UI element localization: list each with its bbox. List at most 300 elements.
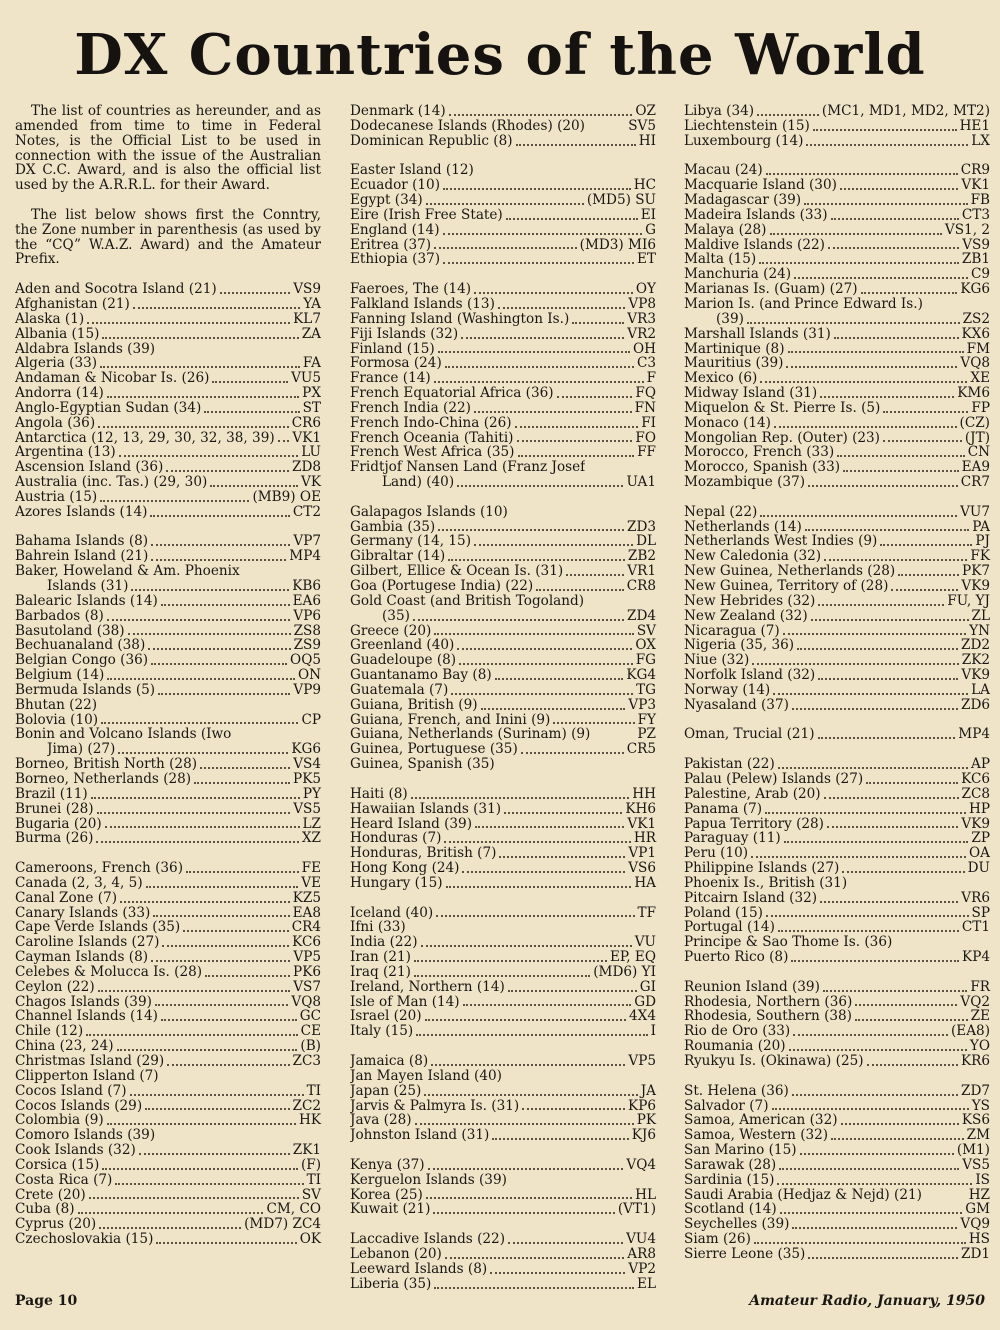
amateur-prefix: VR3 [627,310,656,327]
leader-dots [536,588,624,591]
country-name: Iraq (21) [350,964,411,980]
leader-dots [204,410,299,413]
leader-dots [504,811,622,814]
leader-dots [428,1167,624,1170]
leader-dots [158,352,318,353]
amateur-prefix: (JT) [964,429,990,446]
amateur-prefix: UA1 [626,474,656,491]
amateur-prefix: (MD6) YI [593,963,656,980]
country-name: Liechtenstein (15) [684,118,810,134]
amateur-prefix: EI [640,206,656,223]
leader-dots [434,380,644,383]
leader-dots [457,484,623,487]
country-entry [684,653,990,668]
leader-dots [492,1137,628,1140]
country-entry [684,772,990,787]
country-entry [684,1173,990,1188]
country-name: Czechoslovakia (15) [15,1232,154,1247]
section-gap [15,520,321,535]
country-entry [350,1202,656,1217]
country-name: Chile (12) [15,1024,84,1040]
country-name: Java (28) [350,1113,412,1129]
amateur-prefix: (VT1) [617,1201,656,1218]
country-name: Palestine, Arab (20) [684,786,821,802]
country-entry [15,817,321,832]
leader-dots [777,1182,972,1185]
country-entry [350,356,656,371]
country-name: Colombia (9) [15,1113,104,1129]
amateur-prefix: LZ [302,815,321,832]
section-gap [684,149,990,164]
amateur-prefix: ZC2 [292,1097,321,1114]
leader-dots [212,380,288,383]
country-entry [350,579,656,594]
amateur-prefix: YO [969,1038,990,1055]
leader-dots [818,677,958,680]
leader-dots [87,321,290,324]
leader-dots [792,1093,958,1096]
country-entry [350,965,656,980]
amateur-prefix: PA [972,518,990,535]
country-entry [15,727,321,757]
leader-dots [474,291,633,294]
country-entry [684,416,990,431]
leader-dots [751,855,966,858]
amateur-prefix: IS [975,1171,990,1188]
country-name: Netherlands (14) [684,519,802,535]
country-entry [684,119,990,134]
country-entry [15,416,321,431]
leader-dots [89,1196,299,1199]
amateur-prefix: PJ [975,533,990,550]
amateur-prefix: HE1 [959,117,990,134]
country-name: Costa Rica (7) [15,1172,113,1188]
country-entry [15,1202,321,1217]
amateur-prefix: PK7 [962,563,990,580]
country-entry [684,1009,990,1024]
column-3 [684,104,990,1262]
country-name: Caroline Islands (27) [15,935,160,951]
country-name: Leeward Islands (8) [350,1261,488,1277]
country-name: Dominican Republic (8) [350,133,513,149]
country-entry [684,668,990,683]
country-entry [684,297,990,327]
leader-dots [593,738,634,739]
country-name: Antarctica (12, 13, 29, 30, 32, 38, 39) [15,430,275,446]
leader-dots [880,543,972,546]
country-entry [15,831,321,846]
leader-dots [498,768,653,769]
country-entry [350,817,656,832]
country-entry [684,564,990,579]
country-entry [15,1188,321,1203]
country-entry [15,920,321,935]
leader-dots [145,1107,289,1110]
leader-dots [443,187,631,190]
leader-dots [778,929,959,932]
amateur-prefix: LA [971,681,990,698]
amateur-prefix: VK9 [961,578,990,594]
country-list-1 [15,282,321,1247]
country-name: Haiti (8) [350,786,408,802]
leader-dots [411,796,630,799]
country-entry [15,371,321,386]
leader-dots [490,1271,625,1274]
leader-dots [434,246,577,249]
country-entry [350,238,656,253]
amateur-prefix: PK [636,1112,656,1129]
country-name: Laccadive Islands (22) [350,1232,506,1247]
leader-dots [194,781,290,784]
leader-dots [820,395,954,398]
country-name: Formosa (24) [350,356,442,372]
country-name: Egypt (34) [350,193,423,208]
country-name: Macquarie Island (30) [684,178,837,194]
leader-dots [186,870,299,873]
amateur-prefix: KL7 [293,310,321,327]
amateur-prefix: OQ5 [290,652,321,669]
country-entry [350,668,656,683]
amateur-prefix: HI [638,132,656,149]
amateur-prefix: KH6 [625,800,656,817]
country-name: Malaya (28) [684,222,767,238]
country-entry [350,431,656,446]
country-entry [684,1113,990,1128]
amateur-prefix: ZK2 [961,652,990,669]
intro-paragraph-2: The list below shows first the Conntry, the Zone number in parenthesis (as used by the “CQ” W.A.Z. Award) and the Amateur Prefix. [15,206,321,268]
leader-dots [99,1226,241,1229]
leader-dots [774,425,957,428]
amateur-prefix: CT1 [961,919,990,936]
country-name: Morocco, Spanish (33) [684,460,841,476]
amateur-prefix: VP5 [628,1053,656,1069]
country-name: Hungary (15) [350,875,443,891]
leader-dots [415,1122,634,1125]
country-name: French Oceania (Tahiti) [350,430,514,446]
leader-dots [808,484,958,487]
amateur-prefix: VU4 [626,1231,656,1248]
leader-dots [91,796,300,799]
country-name: India (22) [350,935,418,951]
country-entry [350,223,656,238]
section-gap [684,713,990,728]
country-name: Chagos Islands (39) [15,994,152,1010]
amateur-prefix: VK9 [961,667,990,684]
amateur-prefix: SV [301,1186,321,1203]
country-name: Sierre Leone (35) [684,1246,806,1262]
country-name: Bermuda Islands (5) [15,682,156,698]
leader-dots [505,1080,653,1081]
country-entry [15,594,321,609]
leader-dots [155,1003,288,1006]
country-name: Crete (20) [15,1187,86,1203]
country-name: Liberia (35) [350,1276,432,1292]
country-name: Honduras, British (7) [350,846,497,862]
country-entry [684,920,990,935]
amateur-prefix: DU [967,860,990,877]
amateur-prefix: ZE [970,1008,990,1025]
country-entry [15,980,321,995]
amateur-prefix: C3 [636,355,656,372]
country-entry [350,727,656,742]
leader-dots [855,1018,968,1021]
leader-dots [506,217,638,220]
country-name: Marshall Islands (31) [684,326,831,342]
leader-dots [841,1122,959,1125]
country-name: Madagascar (39) [684,193,802,208]
amateur-prefix: VP5 [293,949,321,966]
leader-dots [754,1241,966,1244]
country-entry [684,802,990,817]
leader-dots [449,113,633,116]
country-entry [15,401,321,416]
amateur-prefix: ZD6 [961,696,990,713]
leader-dots [572,321,624,324]
country-entry [15,861,321,876]
country-name: Ifni (33) [350,920,406,936]
country-name: Comoro Islands (39) [15,1128,156,1144]
leader-dots [522,1107,625,1110]
country-entry [350,742,656,757]
country-name: Midway Island (31) [684,386,818,401]
amateur-prefix: VR2 [627,325,656,342]
amateur-prefix: C9 [970,266,990,283]
country-entry [684,757,990,772]
country-entry [350,757,656,772]
country-entry [350,134,656,149]
country-entry [15,327,321,342]
leader-dots [891,588,958,591]
amateur-prefix: VR1 [627,563,656,580]
country-entry [350,193,656,208]
country-entry [15,965,321,980]
leader-dots [426,202,584,205]
leader-dots [481,707,626,710]
amateur-prefix: VE [301,874,321,891]
leader-dots [824,558,967,561]
amateur-prefix: HZ [968,1186,990,1203]
leader-dots [813,128,957,131]
country-name: Easter Island (12) [350,163,474,179]
country-name: Cayman Islands (8) [15,950,149,965]
section-gap [350,267,656,282]
country-entry [350,371,656,386]
country-name-cont: Islands (31) [47,579,129,594]
country-entry [684,505,990,520]
country-entry [350,401,656,416]
country-name: Libya (34) [684,104,755,119]
amateur-prefix: ON [297,667,321,684]
amateur-prefix: VK1 [292,429,321,446]
amateur-prefix: VS7 [293,978,321,995]
amateur-prefix: FP [971,399,990,416]
country-entry [684,950,990,965]
page-number: Page 10 [15,1293,78,1309]
country-name: San Marino (15) [684,1143,797,1158]
country-entry [684,817,990,832]
country-entry [350,104,656,119]
leader-dots [100,709,318,710]
country-name: France (14) [350,371,431,387]
country-name: Papua Territory (28) [684,816,824,832]
country-name: Brunei (28) [15,801,94,817]
country-name: Argentina (13) [15,445,116,461]
country-entry [15,935,321,950]
country-entry [350,297,656,312]
country-entry [15,668,321,683]
leader-dots [107,618,291,621]
leader-dots [831,1137,964,1140]
country-entry [15,475,321,490]
leader-dots [883,439,962,442]
leader-dots [101,721,298,724]
amateur-prefix: HK [298,1112,321,1129]
amateur-prefix: CR9 [960,162,990,179]
amateur-prefix: (MC1, MD1, MD2, MT2) [821,103,990,119]
country-name: Gilbert, Ellice & Ocean Is. (31) [350,564,564,579]
leader-dots [752,662,958,665]
leader-dots [210,484,298,487]
amateur-prefix: (MD5) SU [586,192,656,209]
amateur-prefix: GD [634,993,656,1010]
country-entry [684,1202,990,1217]
country-name: Miquelon & St. Pierre Is. (5) [684,400,881,416]
leader-dots [183,929,288,932]
country-name: New Hebrides (32) [684,593,816,609]
section-gap [684,490,990,505]
leader-dots [462,870,625,873]
intro-text [15,104,321,267]
leader-dots [161,603,290,606]
leader-dots [167,1063,289,1066]
amateur-prefix: HS [968,1231,990,1248]
country-name: Ceylon (22) [15,979,95,995]
amateur-prefix: ZB1 [961,251,990,268]
leader-dots [792,1226,957,1229]
leader-dots [759,261,959,264]
country-name: Australia (inc. Tas.) (29, 30) [15,475,208,490]
country-name: Eire (Irish Free State) [350,207,503,223]
country-name: Siam (26) [684,1232,751,1247]
amateur-prefix: VP7 [293,533,321,550]
amateur-prefix: XZ [301,830,321,847]
country-name: Panama (7) [684,801,763,817]
country-name: Finland (15) [350,341,435,357]
leader-dots [866,781,958,784]
country-entry [684,935,990,950]
country-entry [350,787,656,802]
country-name: Guantanamo Bay (8) [350,668,492,683]
column-2 [350,104,656,1292]
country-name: Honduras (7) [350,831,442,847]
country-entry [350,713,656,728]
amateur-prefix: HL [635,1186,656,1203]
country-name-cont: (35) [382,608,410,624]
country-entry [15,564,321,594]
leader-dots [425,1018,626,1021]
amateur-prefix: VR6 [961,889,990,906]
country-name: Cocos Islands (29) [15,1098,143,1114]
country-name: Iceland (40) [350,905,434,921]
amateur-prefix: FB [970,192,990,209]
amateur-prefix: KC6 [961,770,990,787]
country-name: Mozambique (37) [684,475,806,490]
leader-dots [434,632,634,635]
country-name: Gibraltar (14) [350,549,446,565]
country-entry [350,653,656,668]
country-entry [350,1232,656,1247]
country-entry [15,876,321,891]
leader-dots [811,618,969,621]
country-entry [15,297,321,312]
country-entry [350,178,656,193]
country-name: Nigeria (35, 36) [684,638,795,654]
country-entry [684,1143,990,1158]
amateur-prefix: KJ6 [631,1127,656,1144]
amateur-prefix: FQ [635,385,656,402]
country-name: Guiana, Netherlands (Surinam) (9) [350,727,591,743]
country-name: Kuwait (21) [350,1202,431,1218]
country-entry [350,1099,656,1114]
amateur-prefix: VS6 [628,860,656,877]
country-name: Rhodesia, Northern (36) [684,994,853,1010]
country-entry [350,861,656,876]
amateur-prefix: CT3 [961,206,990,223]
country-name: Angola (36) [15,415,96,431]
leader-dots [463,1003,632,1006]
amateur-prefix: KC6 [292,934,321,951]
country-name: Clipperton Island (7) [15,1068,159,1084]
country-name: Principe & Sao Thome Is. (36) [684,935,893,951]
leader-dots [102,336,298,339]
leader-dots [766,914,969,917]
country-entry [684,445,990,460]
leader-dots [105,825,300,828]
country-name: Mauritius (39) [684,356,784,372]
country-name: Bhutan (22) [15,697,98,713]
amateur-prefix: KZ5 [292,889,321,906]
leader-dots [156,1241,296,1244]
amateur-prefix: FR [970,978,990,995]
country-entry [350,327,656,342]
leader-dots [791,959,959,962]
amateur-prefix: ST [302,399,321,416]
leader-dots [107,677,295,680]
leader-dots [772,1107,969,1110]
leader-dots [153,914,289,917]
amateur-prefix: TI [306,1082,321,1099]
amateur-prefix: KP6 [628,1097,656,1114]
country-entry [15,1217,321,1232]
leader-dots [883,410,968,413]
country-name: Bolovia (10) [15,712,99,728]
country-entry [350,549,656,564]
country-entry [350,935,656,950]
country-name: Christmas Island (29) [15,1054,165,1069]
amateur-prefix: KM6 [957,385,990,402]
amateur-prefix: I [650,1023,656,1040]
country-name: Portugal (14) [684,920,775,936]
section-gap [350,891,656,906]
leader-dots [773,692,968,695]
country-entry [15,534,321,549]
amateur-prefix: CE [300,1023,321,1040]
amateur-prefix: DL [636,533,656,550]
amateur-prefix: VS9 [293,281,321,298]
amateur-prefix: F [646,370,656,387]
country-name: Alaska (1) [15,311,85,327]
amateur-prefix: SV [636,622,656,639]
